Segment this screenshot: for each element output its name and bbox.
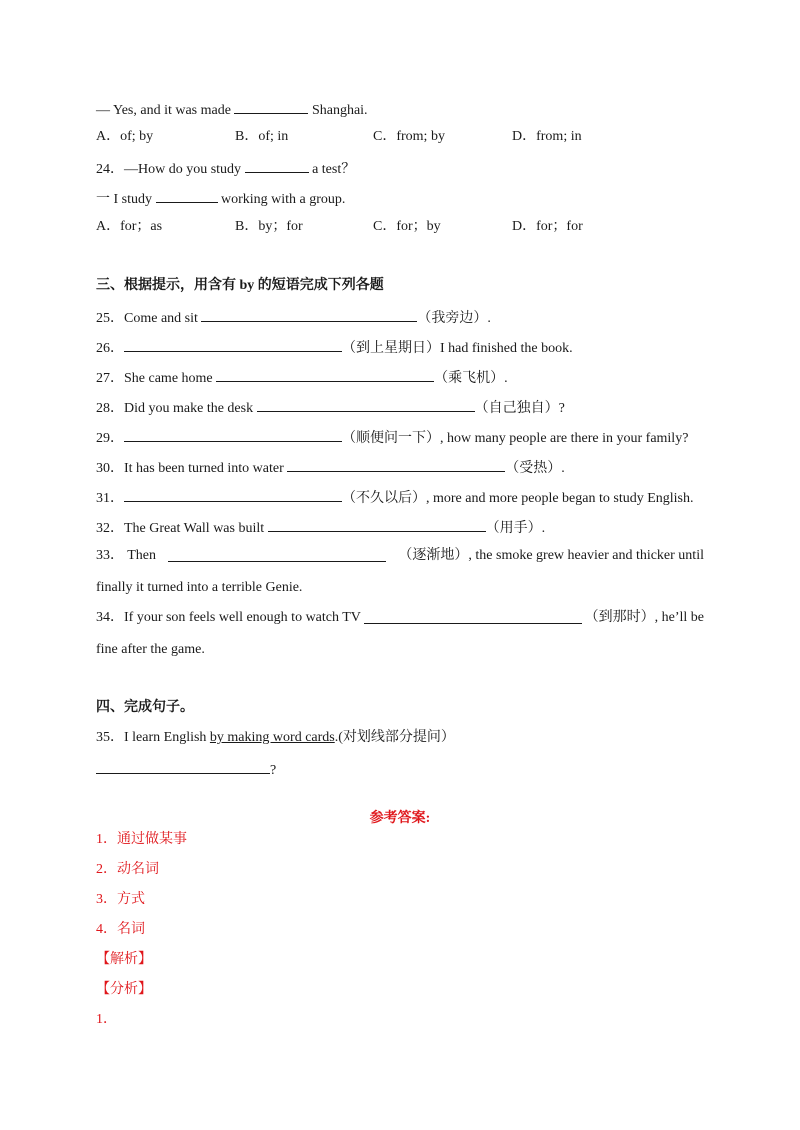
q33-pre: 33． Then [96,548,157,563]
q35-answer-blank[interactable] [96,759,270,774]
q25-blank[interactable] [201,307,417,322]
q23-option-b[interactable]: B．of; in [235,129,289,144]
q23-option-d[interactable]: D．from; in [512,129,582,144]
q24-line2 [96,188,345,209]
q28-pre: 28．Did you make the desk [96,401,257,416]
q30-line [96,457,565,478]
q35-line [96,729,455,747]
q26-blank[interactable] [124,337,342,352]
answer-fenxi: 【分析】 [96,982,152,997]
q24-line2-pre: 一 I study [96,192,156,207]
q35-underlined: by making word cards [209,730,335,745]
q31-pre: 31． [96,491,124,506]
q31-blank[interactable] [124,487,342,502]
q24-blank2[interactable] [156,188,218,203]
q27-post: （乘飞机）. [434,371,508,386]
q25-pre: 25．Come and sit [96,311,202,326]
q32-pre: 32．The Great Wall was built [96,521,268,536]
q28-blank[interactable] [257,397,475,412]
q23-option-c[interactable]: C．from; by [373,129,445,144]
section4-heading: 四、完成句子。 [96,700,194,715]
q33-line [96,547,704,565]
q26-line [96,337,573,358]
q32-line [96,517,545,538]
q34-line [96,609,704,627]
q26-post: （到上星期日）I had finished the book. [342,341,573,356]
q31-line [96,487,694,508]
q30-blank[interactable] [287,457,505,472]
q28-post: （自己独自）? [474,401,565,416]
q31-post: （不久以后）, more and more people began to study English. [342,491,694,506]
section3-heading: 三、根据提示，用含有 by 的短语完成下列各题 [96,278,384,293]
q27-blank[interactable] [216,367,434,382]
q29-pre: 29． [96,431,124,446]
q34-blank[interactable] [364,609,582,624]
q24-option-a[interactable]: A．for；as [96,219,163,234]
q32-post: （用手）. [485,521,546,536]
q24-blank1[interactable] [245,158,309,173]
q33-continuation: finally it turned into a terrible Genie. [96,580,303,595]
q35-answer-suffix: ? [270,763,277,778]
q25-post: （我旁边）. [417,311,491,326]
answer-item-3: 3．方式 [96,892,145,907]
answer-item-1: 1．通过做某事 [96,832,187,847]
q29-line [96,427,688,448]
answer-item-2: 2．动名词 [96,862,159,877]
q34-continuation: fine after the game. [96,642,205,657]
answers-title: 参考答案: [369,811,431,826]
answer-item-4: 4．名词 [96,922,145,937]
q35-pre: 35．I learn English [96,730,210,745]
q24-line2-post: working with a group. [217,192,346,207]
q27-pre: 27．She came home [96,371,217,386]
q27-line [96,367,508,388]
q24-text-post: a test？ [308,162,356,177]
q24-line1 [96,158,355,179]
q26-pre: 26． [96,341,124,356]
q34-post: （到那时）, he’ll be [584,610,704,625]
q30-post: （受热）. [505,461,565,476]
q23-blank[interactable] [234,99,308,114]
q24-option-d[interactable]: D．for；for [512,219,583,234]
q30-pre: 30．It has been turned into water [96,461,288,476]
q33-post: （逐渐地）, the smoke grew heavier and thicker until [398,548,704,563]
q23-text-post: Shanghai. [308,103,368,118]
q25-line [96,307,491,328]
q29-blank[interactable] [124,427,342,442]
q23-text-pre: — Yes, and it was made [96,103,235,118]
q23-option-a[interactable]: A．of; by [96,129,154,144]
q35-post: .(对划线部分提问） [334,730,455,745]
q28-line [96,397,565,418]
q24-text-pre: 24．—How do you study [96,162,245,177]
q24-option-c[interactable]: C．for；by [373,219,441,234]
q34-pre: 34．If your son feels well enough to watch TV [96,610,361,625]
q24-option-b[interactable]: B．by；for [235,219,303,234]
q33-blank[interactable] [168,547,386,562]
q29-post: （顺便问一下）, how many people are there in your family? [342,431,689,446]
q23-line [96,99,368,120]
q32-blank[interactable] [268,517,486,532]
q35-answer-line [96,759,276,780]
answer-jiexi: 【解析】 [96,952,152,967]
answer-last: 1． [96,1012,117,1027]
